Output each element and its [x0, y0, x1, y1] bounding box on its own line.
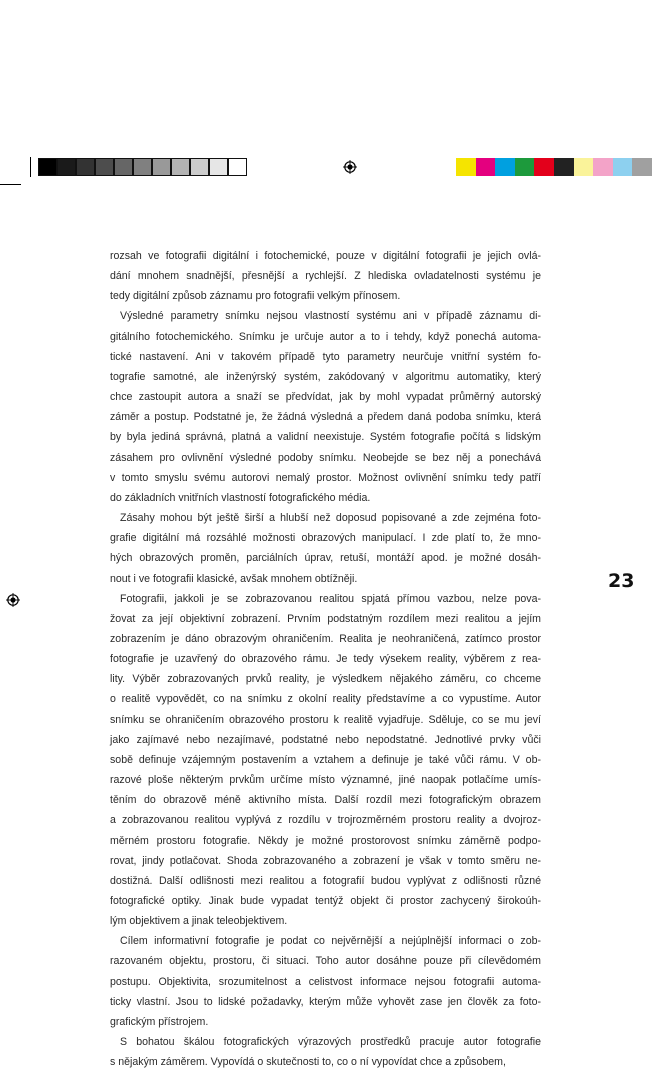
- text-line: lým objektivem a jinak teleobjektivem.: [110, 915, 288, 928]
- text-line: Cílem informativní fotografie je podat co nejvěrnější a nejúplnější informaci o zob-: [120, 935, 541, 948]
- text-line: postupu. Objektivita, srozumitelnost a celistvost informace nejsou fotografii automa-: [110, 975, 541, 988]
- text-line: dostižná. Další odlišnosti mezi realitou a fotografií budou vyplývat z odlišnosti různé: [110, 874, 541, 887]
- paragraph: [110, 306, 541, 508]
- text-line: sobě definuje vzájemným postavením a vztahem a definuje je také vůči rámu. V ob-: [110, 753, 541, 766]
- text-line: žovat za její objektivní zobrazení. Prvním podstatným rozdílem mezi realitou a jejím: [110, 612, 541, 625]
- registration-mark-left-icon: [6, 593, 20, 607]
- text-line: S bohatou škálou fotografických výrazových prostředků pracuje autor fotografie: [120, 1036, 541, 1049]
- text-line: razové ploše některým prvkům určíme místo významné, jiné naopak potlačíme umís-: [110, 774, 541, 787]
- text-line: fotografie je uzavřený do obrazového rámu. Je tedy výsekem reality, výběrem z rea-: [110, 653, 541, 666]
- color-swatch: [613, 158, 633, 176]
- text-line: rovat, jindy potlačovat. Shoda zobrazovaného a zobrazení je však v tomto směru ne-: [110, 854, 541, 867]
- gray-swatch: [228, 158, 247, 176]
- gray-swatch: [38, 158, 57, 176]
- gray-swatch: [76, 158, 95, 176]
- gray-swatch: [114, 158, 133, 176]
- text-line: těním do obrazově méně aktivního místa. Další rozdíl mezi fotografickým obrazem: [110, 794, 541, 807]
- text-line: dání mnohem snadnější, přesnější a rychlejší. Z hlediska ovladatelnosti systému je: [110, 270, 541, 283]
- color-swatch: [515, 158, 535, 176]
- text-line: do základních vnitřních vlastností fotografického média.: [110, 491, 371, 504]
- paragraph: [110, 1032, 541, 1072]
- text-line: gitálního fotochemického. Snímku je určuje autor a to i tehdy, když ponechá automa-: [110, 330, 541, 343]
- color-swatch: [495, 158, 515, 176]
- gray-swatch: [190, 158, 209, 176]
- text-line: tedy digitální způsob záznamu pro fotografii velkým přínosem.: [110, 290, 401, 303]
- color-swatch: [593, 158, 613, 176]
- text-line: záměr a postup. Podstatné je, že žádná výsledná a předem daná podoba snímku, která: [110, 411, 541, 424]
- color-swatch: [476, 158, 496, 176]
- text-line: ticky vlastní. Jsou to lidské požadavky, kterým může vyhovět zase jen člověk za foto-: [110, 995, 541, 1008]
- text-line: v tomto smyslu svému autorovi nemalý prostor. Možnost ovlivnění snímku tedy patří: [110, 471, 541, 484]
- text-line: hých obrazových proměn, parciálních úprav, retuší, montáží apod. je možné dosáh-: [110, 552, 541, 565]
- paragraph: [110, 246, 541, 306]
- text-line: fotografické optiky. Jinak bude vypadat tentýž objekt či prostor zachycený širokoúh-: [110, 895, 541, 907]
- paragraph: [110, 931, 541, 1032]
- crop-mark-left-vertical: [30, 157, 31, 177]
- text-line: chce zastoupit autora a snaží se předvídat, jak by mohl vypadat průměrný autorský: [110, 391, 541, 404]
- gray-swatch: [152, 158, 171, 176]
- text-line: grafickým přístrojem.: [110, 1015, 209, 1028]
- body-text: [110, 246, 541, 1072]
- text-line: zobrazením je dáno obrazovým ohraničením. Realita je neohraničená, zatímco prostor: [110, 632, 541, 645]
- registration-mark-top-icon: [343, 160, 357, 174]
- color-swatch: [554, 158, 574, 176]
- text-line: tografie samotné, ale inženýrský systém, zakódovaný v algoritmu automatiky, který: [110, 370, 541, 383]
- gray-swatch: [57, 158, 76, 176]
- crop-mark-left-horizontal: [0, 184, 21, 185]
- color-swatch: [632, 158, 652, 176]
- text-line: měrném prostoru fotografie. Někdy je možné prostorovost snímku záměrně podpo-: [110, 834, 541, 847]
- paragraph: [110, 508, 541, 589]
- text-line: o realitě vypovědět, co na snímku z okolní reality představíme a co vypustíme. Autor: [110, 693, 541, 706]
- text-line: rozsah ve fotografii digitální i fotochemické, pouze v digitální fotografii je jejich ovlá-: [110, 250, 541, 262]
- text-line: by byla jediná správná, platná a validní neexistuje. Systém fotografie počítá s lidským: [110, 431, 541, 444]
- gray-swatch: [209, 158, 228, 176]
- color-swatch: [574, 158, 594, 176]
- text-line: jako zajímavé nebo nezajímavé, podstatné nebo nepodstatné. Jednotlivé prvky vůči: [110, 733, 541, 746]
- text-line: razovaném objektu, prostoru, či situaci. Toho autor dosáhne pouze při cílevědomém: [110, 955, 541, 968]
- text-line: s nějakým záměrem. Vypovídá o skutečnosti to, co o ní vypovídat chce a způsobem,: [110, 1056, 506, 1069]
- text-line: grafie digitální má rozsáhlé možnosti obrazových manipulací. I zde platí to, že mno-: [110, 532, 541, 545]
- text-line: tické nastavení. Ani v takovém případě tyto parametry neurčuje vnitřní systém fo-: [110, 350, 541, 363]
- text-line: snímku se ohraničením obrazového prostoru k realitě vyjadřuje. Sděluje, co se mu jeví: [110, 713, 541, 726]
- text-line: lity. Výběr zobrazovaných prvků reality, je výsledkem nějakého záměru, co chceme: [110, 673, 541, 686]
- text-line: Výsledné parametry snímku nejsou vlastností systému ani v případě záznamu di-: [120, 310, 541, 323]
- color-calibration-bar: [456, 158, 652, 176]
- gray-calibration-bar: [38, 158, 247, 176]
- color-swatch: [456, 158, 476, 176]
- text-line: a zobrazovanou realitou vyplývá z rozdílu v trojrozměrném prostoru reality a dvojroz-: [110, 814, 541, 827]
- gray-swatch: [133, 158, 152, 176]
- page-number: 23: [608, 570, 635, 592]
- text-line: Zásahy mohou být ještě širší a hlubší než doposud popisované a zde zejména foto-: [120, 512, 541, 525]
- text-line: Fotografii, jakkoli je se zobrazovanou realitou spjatá přímou vazbou, nelze pova-: [120, 592, 541, 605]
- gray-swatch: [95, 158, 114, 176]
- text-line: zásahem pro ovlivnění výsledné podoby snímku. Neobejde se bez něj a ponechává: [110, 451, 541, 464]
- paragraph: [110, 589, 541, 932]
- gray-swatch: [171, 158, 190, 176]
- text-line: nout i ve fotografii klasické, avšak mnohem obtížněji.: [110, 572, 358, 585]
- color-swatch: [534, 158, 554, 176]
